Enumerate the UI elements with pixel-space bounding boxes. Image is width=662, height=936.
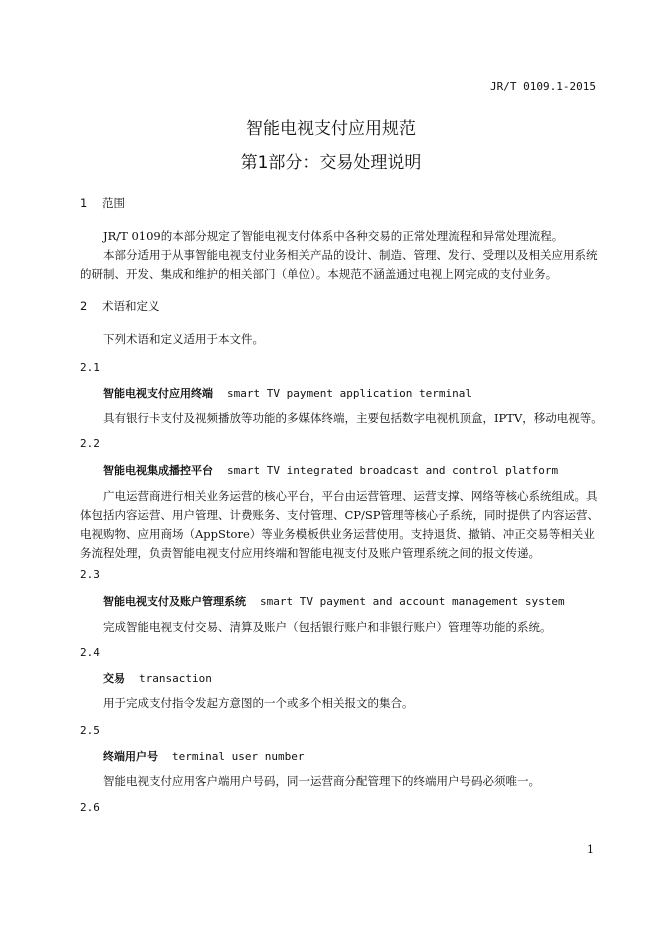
term-chinese: 智能电视集成播控平台 (103, 464, 213, 477)
scope-paragraph-1: JR/T 0109的本部分规定了智能电视支付体系中各种交易的正常处理流程和异常处理流程。 (103, 229, 564, 243)
term-english: smart TV payment application terminal (227, 387, 473, 400)
clause-number: 2.5 (80, 724, 100, 737)
document-subtitle: 第1部分：交易处理说明 (240, 153, 422, 173)
term-definition: 广电运营商进行相关业务运营的核心平台，平台由运营管理、运营支撑、网络等核心系统组成。具体包括内容运营、用户管理、计费账务、支付管理、CP/SP管理等核心子系统，同时提供了内容运营、电视购物、应用商场（AppStore）等业务模板供业务运营使用。支持退货、撤销、冲正交易等相关业务流程处理，负责智能电视支付应用终端和智能电视支付及账户管理系统之间的报文传递。 (80, 489, 600, 560)
term-english: smart TV payment and account management system (260, 595, 565, 608)
clause-number: 2.4 (80, 646, 100, 659)
document-code: JR/T 0109.1-2015 (490, 80, 596, 93)
term-entry (103, 462, 558, 478)
term-chinese: 智能电视支付及账户管理系统 (103, 595, 246, 608)
term-entry (103, 670, 212, 686)
section-number: 1 (80, 196, 88, 210)
clause-number: 2.6 (80, 801, 100, 814)
section-number: 2 (80, 299, 88, 313)
term-chinese: 智能电视支付应用终端 (103, 387, 213, 400)
clause-number: 2.2 (80, 437, 100, 450)
term-chinese: 交易 (103, 672, 125, 685)
section-title: 范围 (102, 196, 125, 210)
term-english: smart TV integrated broadcast and control platform (227, 464, 559, 477)
term-definition: 完成智能电视支付交易、清算及账户（包括银行账户和非银行账户）管理等功能的系统。 (103, 620, 552, 634)
page-number: 1 (587, 843, 594, 856)
term-definition: 用于完成支付指令发起方意图的一个或多个相关报文的集合。 (103, 696, 414, 710)
term-chinese: 终端用户号 (103, 750, 158, 763)
document-title: 智能电视支付应用规范 (246, 119, 416, 139)
term-definition: 智能电视支付应用客户端用户号码，同一运营商分配管理下的终端用户号码必须唯一。 (103, 774, 540, 788)
term-entry (103, 593, 565, 609)
clause-number: 2.1 (80, 361, 100, 374)
clause-number: 2.3 (80, 568, 100, 581)
term-definition: 具有银行卡支付及视频播放等功能的多媒体终端，主要包括数字电视机顶盒，IPTV，移动电视等。 (103, 411, 603, 425)
section-title: 术语和定义 (102, 299, 160, 313)
term-english: transaction (139, 672, 212, 685)
scope-paragraph-2: 本部分适用于从事智能电视支付业务相关产品的设计、制造、管理、发行、受理以及相关应用系统的研制、开发、集成和维护的相关部门（单位）。本规范不涵盖通过电视上网完成的支付业务。 (80, 248, 598, 281)
section-heading-scope (80, 195, 125, 211)
section-heading-terms (80, 298, 160, 314)
terms-intro: 下列术语和定义适用于本文件。 (103, 332, 264, 346)
term-entry (103, 385, 472, 401)
term-entry (103, 748, 304, 764)
term-english: terminal user number (172, 750, 305, 763)
